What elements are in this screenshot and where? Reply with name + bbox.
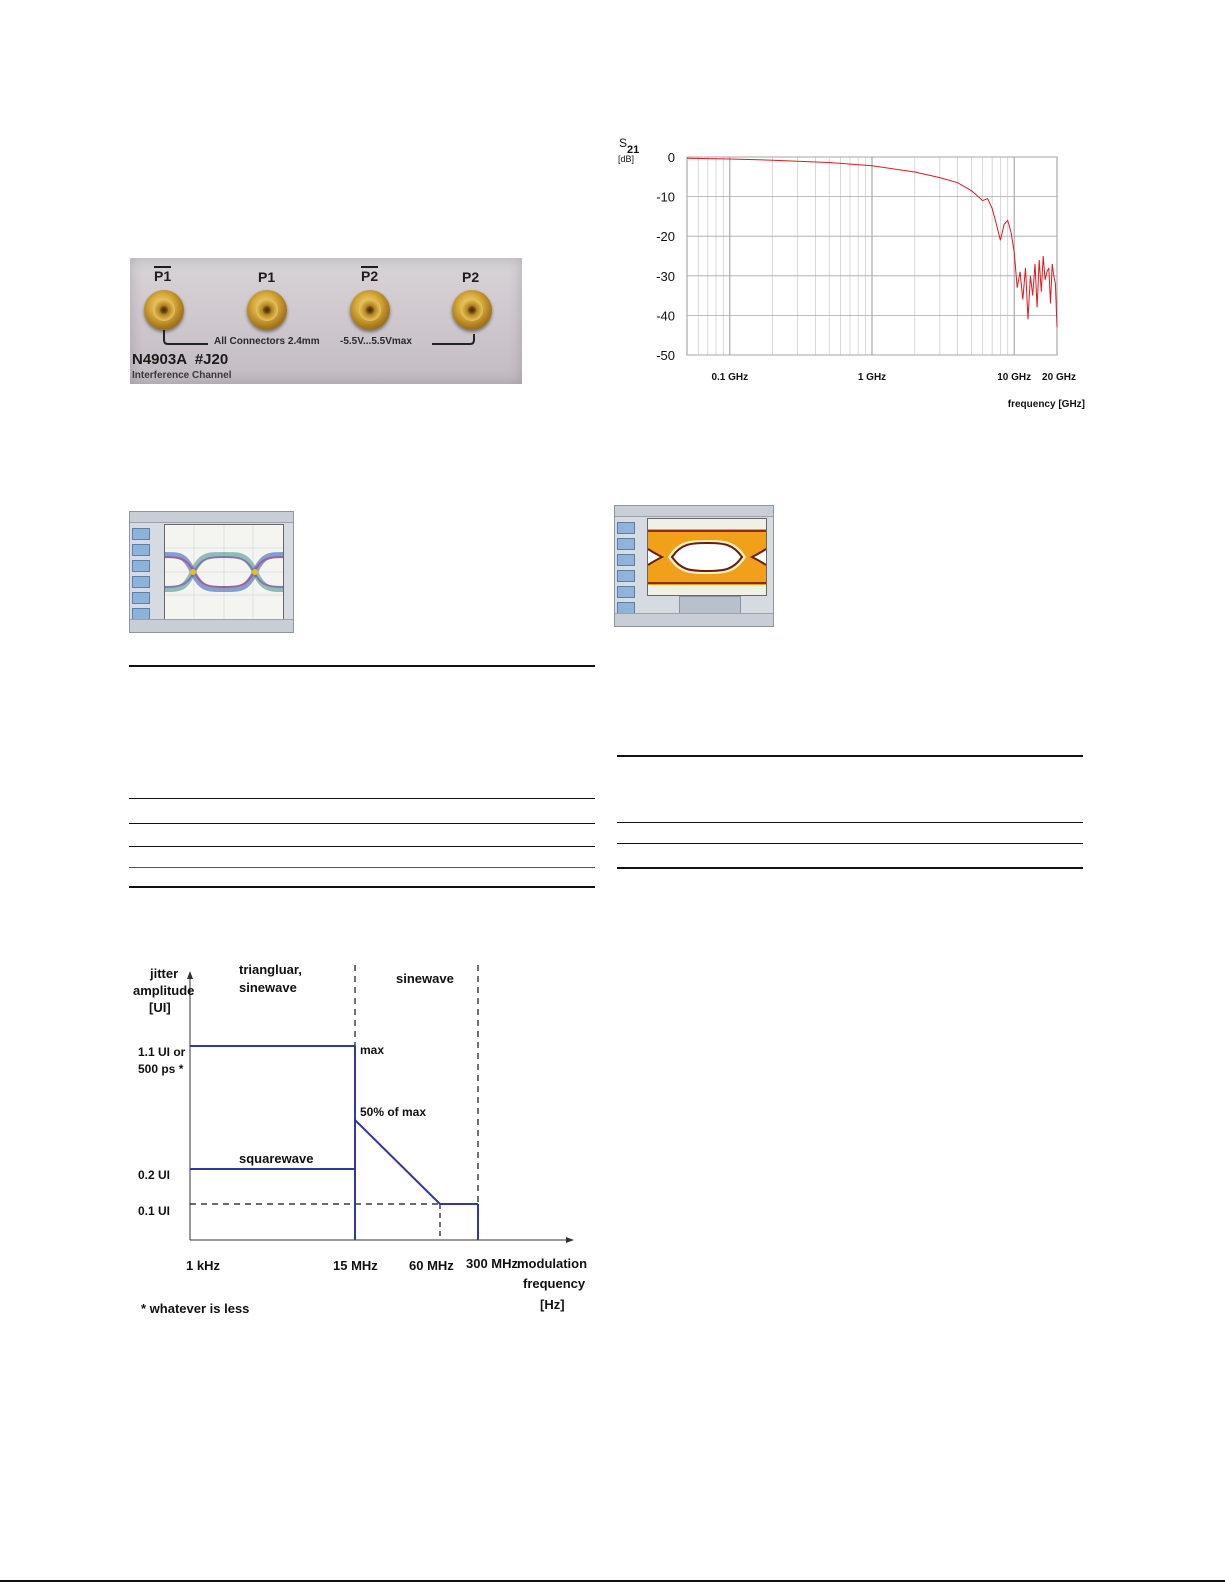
y-tick-label: -10 [656, 189, 675, 205]
x-tick-label: 10 GHz [997, 372, 1032, 383]
table-right-bottom-rule [617, 867, 1083, 869]
connector-panel-photo [130, 258, 522, 384]
x-tick-label: 1 GHz [857, 372, 887, 383]
x-axis-label-3: [Hz] [540, 1297, 565, 1312]
region-label-2: sinewave [239, 980, 297, 995]
x-tick-300mhz: 300 MHz [466, 1256, 519, 1271]
annotation-half-max: 50% of max [360, 1105, 427, 1119]
eye-diagram-blue [165, 525, 283, 619]
y-axis-label-sub: 21 [627, 144, 640, 156]
x-tick-label: 20 GHz [1042, 372, 1076, 383]
y-tick-max-1: 1.1 UI or [138, 1045, 186, 1059]
page-bottom-rule [0, 1580, 1225, 1582]
y-axis-label-1: jitter [150, 966, 179, 981]
table-left-rule-3 [129, 846, 595, 847]
footnote: * whatever is less [141, 1301, 250, 1316]
panel-subtitle: Interference Channel [132, 370, 232, 381]
x-tick-15mhz: 15 MHz [333, 1258, 378, 1273]
table-left-rule-2 [129, 823, 595, 824]
scope-screenshot-left [129, 511, 294, 633]
x-axis-label: frequency [GHz] [1007, 399, 1085, 410]
x-tick-1khz: 1 kHz [186, 1258, 220, 1273]
table-left-rule-4 [129, 867, 595, 868]
scope-bottombar [130, 619, 293, 632]
port-label-p1: P1 [258, 269, 276, 285]
scope-bottombar-2 [615, 613, 773, 626]
region-label-1: triangluar, [239, 962, 302, 977]
annotation-max: max [360, 1043, 385, 1057]
table-right-rule-2 [617, 843, 1083, 844]
scope-readout-box [679, 596, 741, 614]
y-tick-label: 0 [667, 150, 675, 165]
y-tick-max-2: 500 ps * [138, 1062, 184, 1076]
connectors-note: All Connectors 2.4mm [214, 336, 320, 347]
model-label: N4903A #J20 [132, 351, 229, 368]
scope-menubar [130, 512, 293, 523]
y-tick-label: -20 [656, 229, 675, 245]
y-tick-label: -30 [656, 268, 675, 284]
x-axis-label-1: modulation [517, 1256, 588, 1271]
y-tick-label: -50 [656, 348, 675, 363]
x-tick-label: 0.1 GHz [711, 372, 749, 383]
port-label-p2: P2 [462, 269, 480, 285]
y-axis-unit: [dB] [618, 154, 635, 164]
scope-menubar-2 [615, 506, 773, 517]
region-label-3: sinewave [396, 971, 454, 986]
scope-side-buttons-2 [617, 520, 635, 612]
y-tick-label: -40 [656, 308, 675, 324]
scope-side-buttons [132, 526, 150, 618]
y-axis-label-3: [UI] [149, 1000, 171, 1015]
voltage-note: -5.5V...5.5Vmax [340, 336, 412, 347]
table-left-bottom-rule [129, 886, 595, 888]
y-tick-0-1: 0.1 UI [138, 1204, 171, 1218]
jitter-tolerance-curve [190, 1046, 478, 1240]
table-left-top-rule [129, 665, 595, 667]
table-right-rule-1 [617, 822, 1083, 823]
x-tick-60mhz: 60 MHz [409, 1258, 454, 1273]
annotation-squarewave: squarewave [239, 1151, 314, 1166]
y-axis-label: S [619, 136, 628, 150]
port-label-p1-bar: P1 [154, 268, 172, 284]
y-axis-label-2: amplitude [133, 983, 195, 998]
port-label-p2-bar: P2 [361, 268, 379, 284]
scope-screenshot-right [614, 505, 774, 627]
x-axis-label-2: frequency [523, 1276, 586, 1291]
s21-chart [610, 130, 1100, 420]
eye-diagram-orange [648, 519, 766, 595]
table-right-top-rule [617, 755, 1083, 757]
table-left-rule-1 [129, 798, 595, 799]
y-tick-0-2: 0.2 UI [138, 1168, 171, 1182]
